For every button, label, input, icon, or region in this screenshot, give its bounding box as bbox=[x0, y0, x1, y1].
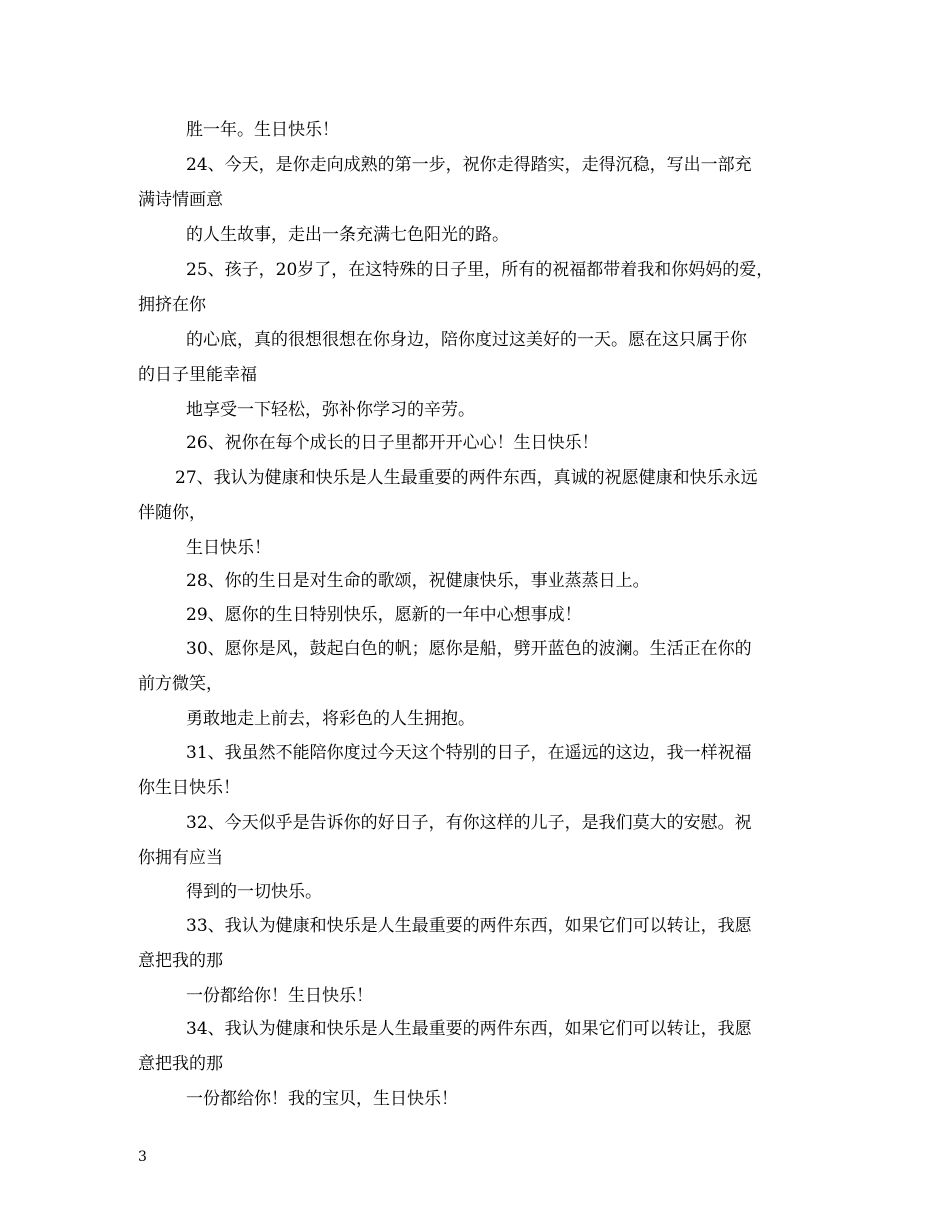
text-line: 24、今天，是你走向成熟的第一步，祝你走得踏实，走得沉稳，写出一部充 bbox=[186, 155, 752, 175]
text-line: 满诗情画意 bbox=[138, 190, 223, 210]
text-line: 你拥有应当 bbox=[138, 848, 223, 868]
text-line: 27、我认为健康和快乐是人生最重要的两件东西，真诚的祝愿健康和快乐永远 bbox=[175, 468, 758, 488]
text-line: 一份都给你！我的宝贝，生日快乐！ bbox=[186, 1089, 458, 1109]
text-line: 的人生故事，走出一条充满七色阳光的路。 bbox=[186, 225, 509, 245]
text-line: 30、愿你是风，鼓起白色的帆；愿你是船，劈开蓝色的波澜。生活正在你的 bbox=[186, 639, 752, 659]
text-line: 地享受一下轻松，弥补你学习的辛劳。 bbox=[186, 400, 475, 420]
text-line: 29、愿你的生日特别快乐，愿新的一年中心想事成！ bbox=[186, 605, 582, 625]
text-line: 拥挤在你 bbox=[138, 295, 206, 315]
text-line: 32、今天似乎是告诉你的好日子，有你这样的儿子，是我们莫大的安慰。祝 bbox=[186, 813, 752, 833]
text-line: 33、我认为健康和快乐是人生最重要的两件东西，如果它们可以转让，我愿 bbox=[186, 916, 752, 936]
page-number: 3 bbox=[138, 1149, 147, 1165]
text-line: 你生日快乐！ bbox=[138, 778, 240, 798]
text-line: 意把我的那 bbox=[138, 951, 223, 971]
text-line: 前方微笑， bbox=[138, 674, 223, 694]
text-line: 34、我认为健康和快乐是人生最重要的两件东西，如果它们可以转让，我愿 bbox=[186, 1019, 752, 1039]
text-line: 意把我的那 bbox=[138, 1054, 223, 1074]
text-line: 胜一年。生日快乐！ bbox=[186, 120, 339, 140]
text-line: 25、孩子，20岁了，在这特殊的日子里，所有的祝福都带着我和你妈妈的爱， bbox=[186, 260, 774, 280]
text-line: 26、祝你在每个成长的日子里都开开心心！生日快乐！ bbox=[186, 433, 599, 453]
text-line: 勇敢地走上前去，将彩色的人生拥抱。 bbox=[186, 709, 475, 729]
text-line: 一份都给你！生日快乐！ bbox=[186, 986, 373, 1006]
text-line: 31、我虽然不能陪你度过今天这个特别的日子，在遥远的这边，我一样祝福 bbox=[186, 743, 752, 763]
text-line: 生日快乐！ bbox=[186, 538, 271, 558]
text-line: 伴随你， bbox=[138, 503, 206, 523]
text-line: 28、你的生日是对生命的歌颂，祝健康快乐，事业蒸蒸日上。 bbox=[186, 571, 650, 591]
text-line: 的日子里能幸福 bbox=[138, 365, 257, 385]
text-line: 的心底，真的很想很想在你身边，陪你度过这美好的一天。愿在这只属于你 bbox=[186, 330, 747, 350]
text-line: 得到的一切快乐。 bbox=[186, 882, 322, 902]
